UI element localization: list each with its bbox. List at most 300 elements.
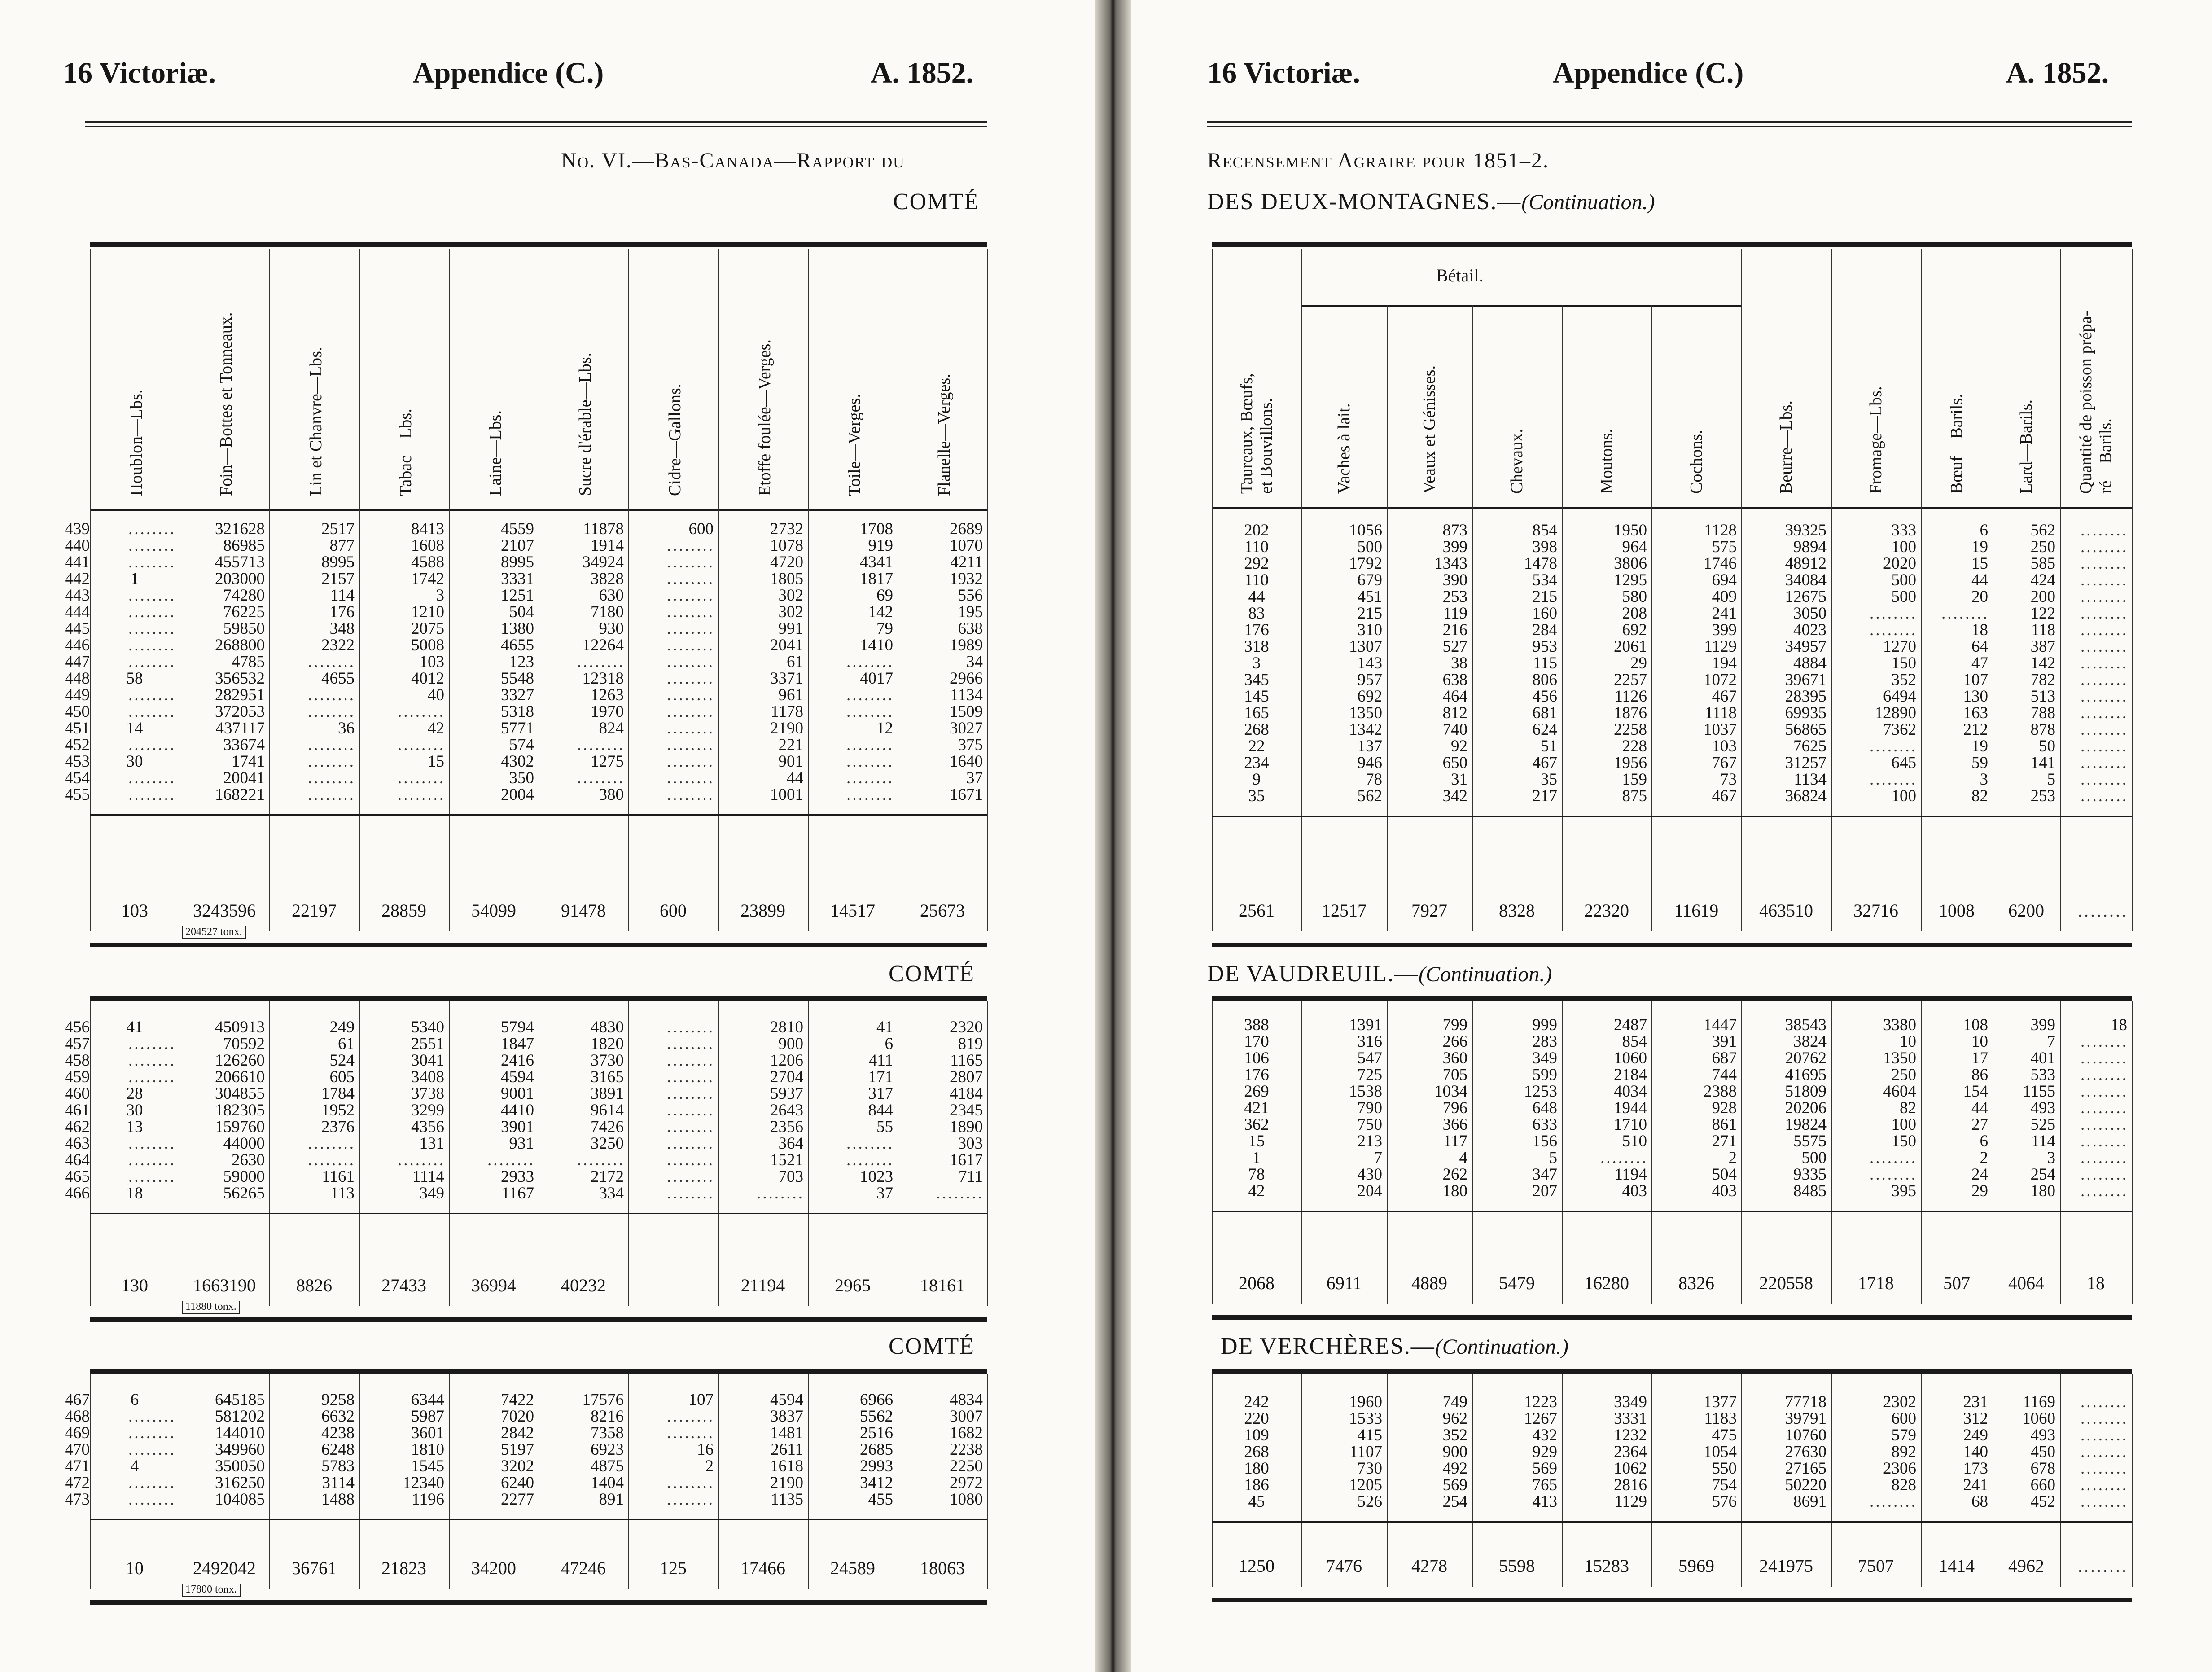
- left-table-cell: 6: [885, 1035, 893, 1053]
- right-table-cell: 500: [1891, 571, 1916, 589]
- left-table-cell-empty: ........: [128, 1167, 176, 1186]
- right-table-cell: 352: [1891, 671, 1916, 689]
- right-table-cell: 1134: [1794, 770, 1827, 789]
- right-table-cell-empty: ........: [2081, 554, 2128, 573]
- right-column-rule: [2132, 1374, 2133, 1587]
- right-table-cell: 64: [1971, 637, 1988, 656]
- right-table-cell: 580: [1622, 588, 1647, 606]
- left-table-cell-empty: ........: [398, 702, 445, 721]
- left-table-cell: 86985: [223, 536, 265, 555]
- right-table-cell: 173: [1963, 1459, 1988, 1478]
- left-table-cell: 901: [778, 752, 803, 771]
- right-column-rule: [2132, 249, 2133, 931]
- right-table-cell: 180: [1244, 1459, 1269, 1478]
- left-table-cell: 2190: [770, 1474, 803, 1492]
- left-table-cell: 6966: [860, 1391, 893, 1409]
- left-column-rule: [90, 1001, 91, 1306]
- left-table-cell: 4238: [321, 1424, 355, 1442]
- right-column-header: Veaux et Génisses.: [1420, 365, 1439, 494]
- right-table-cell: 29: [1630, 654, 1647, 672]
- left-table-cell: 107: [688, 1391, 714, 1409]
- right-table-cell: 7362: [1883, 720, 1916, 739]
- left-table-cell-empty: ........: [667, 1167, 714, 1186]
- right-table-cell: 2061: [1614, 637, 1647, 656]
- left-table-cell-empty: ........: [846, 686, 894, 704]
- left-total-cell: 91478: [561, 900, 606, 921]
- left-table-cell: 1275: [591, 752, 624, 771]
- left-table-cell: 349: [419, 1184, 444, 1202]
- left-header-rule: [85, 121, 987, 127]
- right-total-cell: 1718: [1858, 1273, 1894, 1293]
- left-table-cell: 44: [787, 769, 803, 787]
- left-row-number: 454: [65, 769, 90, 787]
- left-row-number: 447: [65, 653, 90, 671]
- left-table-cell: 991: [778, 619, 803, 638]
- right-table-cell: 15: [1248, 1132, 1265, 1150]
- right-table-cell: 271: [1712, 1132, 1737, 1150]
- left-table-cell-empty: ........: [667, 752, 714, 771]
- right-total-cell: 8326: [1678, 1273, 1714, 1293]
- left-table-cell-empty: ........: [846, 786, 894, 804]
- right-table-cell: 100: [1891, 787, 1916, 805]
- left-table-cell: 5197: [501, 1440, 534, 1459]
- left-table-cell-empty: ........: [128, 586, 176, 605]
- right-table-cell: 82: [1971, 787, 1988, 805]
- left-table-cell: 4017: [860, 669, 893, 688]
- left-table-cell: 556: [958, 586, 983, 605]
- left-table-cell: 182305: [215, 1101, 265, 1119]
- left-table-cell: 2732: [770, 520, 803, 538]
- right-table-cell-empty: ........: [2081, 538, 2128, 556]
- left-table-cell: 1640: [950, 752, 983, 771]
- right-table-cell: 176: [1244, 1066, 1269, 1084]
- left-table-cell: 171: [868, 1068, 893, 1086]
- left-table-cell-empty: ........: [308, 1134, 355, 1153]
- right-table-cell: 250: [2030, 538, 2055, 556]
- left-table-cell-empty: ........: [577, 1151, 625, 1169]
- right-table-cell: 1710: [1614, 1115, 1647, 1134]
- left-column-header: Etoffe foulée—Verges.: [755, 339, 774, 496]
- right-table-cell: 59: [1971, 754, 1988, 772]
- right-table-cell: 83: [1248, 604, 1265, 623]
- left-total-cell: 23899: [740, 900, 785, 921]
- left-row-number: 471: [65, 1457, 90, 1475]
- left-table-cell-empty: ........: [846, 1134, 894, 1153]
- left-table-cell-empty: ........: [667, 1134, 714, 1153]
- right-total-cell: 220558: [1759, 1273, 1813, 1293]
- right-table-cell: 115: [1533, 654, 1557, 672]
- left-table-cell: 1080: [950, 1490, 983, 1509]
- right-table-cell-empty: ........: [2081, 1082, 2128, 1101]
- right-table-cell: 600: [1891, 1409, 1916, 1428]
- left-row-number: 439: [65, 520, 90, 538]
- right-table-cell: 1037: [1704, 720, 1737, 739]
- right-table-cell: 44: [1248, 588, 1265, 606]
- left-table-cell: 2277: [501, 1490, 534, 1509]
- right-table-cell: 1447: [1704, 1016, 1737, 1034]
- right-table-cell: 744: [1712, 1066, 1737, 1084]
- right-table-cell: 953: [1532, 637, 1557, 656]
- left-table-cell: 1070: [950, 536, 983, 555]
- right-table-cell-empty: ........: [2081, 1476, 2128, 1494]
- right-table-cell: 27630: [1785, 1443, 1827, 1461]
- right-total-cell: 22320: [1584, 900, 1629, 921]
- left-table-cell: 9258: [321, 1391, 355, 1409]
- right-table-cell-empty: ........: [2081, 521, 2128, 540]
- left-row-number: 459: [65, 1068, 90, 1086]
- right-table-cell: 1054: [1704, 1443, 1737, 1461]
- right-table-cell: 957: [1357, 671, 1382, 689]
- right-table-cell-empty: ........: [2081, 720, 2128, 739]
- right-table-cell: 576: [1712, 1492, 1737, 1511]
- right-table-cell: 1034: [1434, 1082, 1467, 1101]
- left-table-cell: 3027: [950, 719, 983, 737]
- left-table-cell: 1178: [771, 702, 803, 721]
- left-table-cell: 5937: [770, 1084, 803, 1103]
- left-table-cell: 334: [599, 1184, 624, 1202]
- left-table-cell: 2376: [321, 1118, 355, 1136]
- left-table-cell: 4594: [501, 1068, 534, 1086]
- right-table-cell: 68: [1971, 1492, 1988, 1511]
- left-table-cell-empty: ........: [128, 1490, 176, 1509]
- right-table-cell: 22: [1248, 737, 1265, 755]
- left-table-cell-empty: ........: [667, 603, 714, 621]
- left-table-cell-empty: ........: [667, 1118, 714, 1136]
- right-table-cell: 569: [1442, 1476, 1467, 1494]
- left-table-cell: 1196: [412, 1490, 444, 1509]
- right-table-cell: 648: [1532, 1099, 1557, 1117]
- right-table-cell: 4604: [1883, 1082, 1916, 1101]
- right-county-continuation: (Continuation.): [1521, 190, 1655, 214]
- left-table-cell: 9614: [591, 1101, 624, 1119]
- right-table-cell: 892: [1891, 1443, 1916, 1461]
- left-header-title: Appendice (C.): [413, 57, 604, 89]
- left-table-cell: 1890: [950, 1118, 983, 1136]
- left-column-header: Lin et Chanvre—Lbs.: [307, 347, 325, 496]
- left-table-cell-empty: ........: [846, 702, 894, 721]
- left-table-cell: 455713: [215, 553, 265, 571]
- left-table-cell: 1820: [591, 1035, 624, 1053]
- right-table-cell: 1056: [1349, 521, 1382, 540]
- left-table-cell: 1206: [770, 1051, 803, 1070]
- right-table-cell: 1350: [1349, 704, 1382, 722]
- left-table-cell: 249: [329, 1018, 355, 1036]
- right-table-cell: 41695: [1785, 1066, 1827, 1084]
- right-table-cell: 765: [1532, 1476, 1557, 1494]
- right-table-cell: 854: [1622, 1032, 1647, 1051]
- left-table-cell: 2: [705, 1457, 714, 1475]
- left-header-session: 16 Victoriæ.: [63, 57, 216, 89]
- left-section-top-rule: [90, 1369, 987, 1374]
- right-table-cell-empty: ........: [2081, 1149, 2128, 1167]
- left-table-cell: 12: [876, 719, 893, 737]
- left-table-cell: 8216: [591, 1407, 624, 1426]
- right-table-cell: 12675: [1785, 588, 1827, 606]
- left-table-cell: 11878: [583, 520, 624, 538]
- left-table-cell: 455: [868, 1490, 893, 1509]
- right-table-cell-empty: ........: [2081, 1393, 2128, 1411]
- right-section-top-rule: [1212, 996, 2132, 1001]
- left-table-cell: 2516: [860, 1424, 893, 1442]
- right-table-cell: 342: [1442, 787, 1467, 805]
- left-table-cell-empty: ........: [128, 1474, 176, 1492]
- left-row-number: 452: [65, 736, 90, 754]
- left-table-cell-empty: ........: [577, 736, 625, 754]
- left-table-cell: 1023: [860, 1167, 893, 1186]
- right-table-cell: 78: [1366, 770, 1382, 789]
- right-table-cell: 180: [1442, 1182, 1467, 1200]
- left-table-cell-empty: ........: [667, 736, 714, 754]
- right-table-cell: 82: [1900, 1099, 1916, 1117]
- left-table-cell-empty: ........: [308, 786, 355, 804]
- left-table-cell: 930: [599, 619, 624, 638]
- left-table-cell: 1404: [591, 1474, 624, 1492]
- right-column-header: Lard—Barils.: [2017, 399, 2036, 494]
- right-table-cell: 100: [1891, 1115, 1916, 1134]
- left-table-cell: 2933: [501, 1167, 534, 1186]
- right-table-cell: 1538: [1349, 1082, 1382, 1101]
- right-table-cell-empty: ........: [2081, 737, 2128, 755]
- left-table-cell-empty: ........: [667, 1035, 714, 1053]
- right-table-cell: 391: [1712, 1032, 1737, 1051]
- right-table-cell: 599: [1532, 1066, 1557, 1084]
- right-table-cell: 254: [2030, 1165, 2055, 1184]
- right-table-cell: 1155: [2023, 1082, 2055, 1101]
- right-table-cell: 86: [1971, 1066, 1988, 1084]
- right-table-cell: 107: [1963, 671, 1988, 689]
- left-row-number: 463: [65, 1134, 90, 1153]
- right-table-cell: 547: [1357, 1049, 1382, 1067]
- left-table-cell: 5771: [501, 719, 534, 737]
- right-table-cell-empty: ........: [2081, 1426, 2128, 1444]
- left-table-cell: 1481: [770, 1424, 803, 1442]
- right-table-cell-empty: ........: [2081, 621, 2128, 639]
- left-table-cell: 372053: [215, 702, 265, 721]
- right-table-cell: 106: [1244, 1049, 1269, 1067]
- left-total-cell: 25673: [920, 900, 965, 921]
- right-table-cell: 292: [1244, 554, 1269, 573]
- left-column-rule: [987, 249, 988, 931]
- left-table-cell: 123: [509, 653, 534, 671]
- left-table-cell: 58: [126, 669, 143, 688]
- right-table-cell: 2816: [1614, 1476, 1647, 1494]
- left-table-cell: 3408: [411, 1068, 444, 1086]
- right-table-cell: 316: [1357, 1032, 1382, 1051]
- right-table-cell: 401: [2030, 1049, 2055, 1067]
- right-table-cell: 493: [2030, 1426, 2055, 1444]
- left-table-cell: 6248: [321, 1440, 355, 1459]
- left-table-cell: 3202: [501, 1457, 534, 1475]
- left-table-cell-empty: ........: [128, 1151, 176, 1169]
- left-table-cell: 3371: [770, 669, 803, 688]
- left-table-cell-empty: ........: [128, 1068, 176, 1086]
- left-table-cell: 450913: [215, 1018, 265, 1036]
- right-table-cell: 31: [1451, 770, 1467, 789]
- right-table-cell: 253: [2030, 787, 2055, 805]
- right-table-cell: 212: [1963, 720, 1988, 739]
- right-table-cell: 878: [2030, 720, 2055, 739]
- left-total-cell: 8826: [296, 1275, 332, 1295]
- right-header-title: Appendice (C.): [1553, 57, 1744, 89]
- left-table-cell: 2517: [321, 520, 355, 538]
- right-table-cell: 42: [1248, 1182, 1265, 1200]
- left-table-cell: 4594: [770, 1391, 803, 1409]
- right-total-cell: 12517: [1322, 900, 1367, 921]
- right-table-cell: 208: [1622, 604, 1647, 623]
- right-table-cell: 687: [1712, 1049, 1737, 1067]
- right-table-cell: 645: [1891, 754, 1916, 772]
- right-table-cell: 50220: [1785, 1476, 1827, 1494]
- right-table-cell-empty: ........: [1870, 604, 1917, 623]
- left-section-bottom-rule: [90, 943, 987, 947]
- left-table-cell: 55: [876, 1118, 893, 1136]
- right-table-cell: 360: [1442, 1049, 1467, 1067]
- left-table-cell: 645185: [215, 1391, 265, 1409]
- left-section-bottom-rule: [90, 1600, 987, 1605]
- right-table-cell: 51: [1541, 737, 1557, 755]
- left-table-cell: 819: [958, 1035, 983, 1053]
- right-table-cell: 1129: [1614, 1492, 1647, 1511]
- right-total-cell: 1414: [1939, 1556, 1975, 1576]
- left-table-cell: 2238: [950, 1440, 983, 1459]
- left-table-cell-empty: ........: [128, 536, 176, 555]
- right-table-cell-empty: ........: [1870, 1149, 1917, 1167]
- left-table-cell-empty: ........: [577, 653, 625, 671]
- right-table-cell: 215: [1532, 588, 1557, 606]
- right-table-cell: 242: [1244, 1393, 1269, 1411]
- left-table-cell-empty: ........: [308, 686, 355, 704]
- left-total-cell: 18161: [920, 1275, 965, 1295]
- left-total-cell: 21194: [740, 1275, 785, 1295]
- left-table-cell: 317: [868, 1084, 893, 1103]
- right-column-header: Chevaux.: [1507, 429, 1526, 494]
- left-table-cell-empty: ........: [846, 736, 894, 754]
- left-table-cell: 1210: [411, 603, 444, 621]
- right-column-header: Moutons.: [1597, 429, 1616, 494]
- left-table-cell-empty: ........: [936, 1184, 984, 1202]
- left-table-cell: 304855: [215, 1084, 265, 1103]
- left-table-cell: 1078: [770, 536, 803, 555]
- right-table-cell: 9335: [1793, 1165, 1827, 1184]
- left-table-cell: 3412: [860, 1474, 893, 1492]
- right-table-cell: 806: [1532, 671, 1557, 689]
- right-table-cell: 19: [1971, 538, 1988, 556]
- right-table-cell: 345: [1244, 671, 1269, 689]
- left-table-cell-empty: ........: [667, 702, 714, 721]
- left-table-cell: 5794: [501, 1018, 534, 1036]
- right-table-cell: 1183: [1704, 1409, 1737, 1428]
- right-table-cell: 1223: [1524, 1393, 1557, 1411]
- right-table-cell: 228: [1622, 737, 1647, 755]
- left-table-cell: 349960: [215, 1440, 265, 1459]
- right-table-cell: 430: [1357, 1165, 1382, 1184]
- right-table-cell: 1478: [1524, 554, 1557, 573]
- right-table-cell: 9: [1252, 770, 1261, 789]
- right-table-cell: 999: [1532, 1016, 1557, 1034]
- left-table-cell: 5318: [501, 702, 534, 721]
- left-table-cell: 2993: [860, 1457, 893, 1475]
- right-table-cell: 1342: [1349, 720, 1382, 739]
- right-table-cell-empty: ........: [2081, 1443, 2128, 1461]
- right-table-cell: 284: [1532, 621, 1557, 639]
- right-table-cell-empty: ........: [1870, 621, 1917, 639]
- left-table-cell: 126260: [215, 1051, 265, 1070]
- right-total-cell: 1008: [1939, 900, 1975, 921]
- right-table-cell-empty: ........: [2081, 787, 2128, 805]
- left-total-cell: 125: [660, 1558, 687, 1578]
- right-table-cell: 27165: [1785, 1459, 1827, 1478]
- right-table-cell: 1876: [1614, 704, 1647, 722]
- right-table-cell: 2258: [1614, 720, 1647, 739]
- left-comte-heading: COMTÉ: [893, 189, 979, 215]
- right-table-cell: 19824: [1785, 1115, 1827, 1134]
- right-table-cell-empty: ........: [2081, 770, 2128, 789]
- right-total-cell: 4889: [1411, 1273, 1447, 1293]
- left-table-cell: 8995: [501, 553, 534, 571]
- left-table-cell: 2807: [950, 1068, 983, 1086]
- right-table-cell: 679: [1357, 571, 1382, 589]
- right-table-cell: 1205: [1349, 1476, 1382, 1494]
- right-table-cell-empty: ........: [1870, 770, 1917, 789]
- left-table-cell: 321628: [215, 520, 265, 538]
- right-table-cell-empty: ........: [2081, 1132, 2128, 1150]
- left-table-cell: 3901: [501, 1118, 534, 1136]
- right-table-cell: 130: [1963, 687, 1988, 706]
- left-table-cell: 711: [958, 1167, 983, 1186]
- right-table-cell: 1746: [1704, 554, 1737, 573]
- left-table-cell: 4341: [860, 553, 893, 571]
- left-table-cell: 2345: [950, 1101, 983, 1119]
- right-table-cell: 569: [1532, 1459, 1557, 1478]
- left-tonx-note: 17800 tonx.: [182, 1584, 241, 1597]
- left-row-number: 441: [65, 553, 90, 571]
- right-table-cell: 103: [1712, 737, 1737, 755]
- right-table-cell: 18: [1971, 621, 1988, 639]
- left-table-cell: 61: [338, 1035, 355, 1053]
- left-table-cell: 2842: [501, 1424, 534, 1442]
- left-column-header: Cidre—Gallons.: [666, 383, 684, 496]
- left-table-cell: 30: [126, 1101, 143, 1119]
- left-table-cell-empty: ........: [128, 553, 176, 571]
- left-table-cell: 41: [876, 1018, 893, 1036]
- left-table-cell: 1708: [860, 520, 893, 538]
- left-total-cell: 36761: [292, 1558, 337, 1578]
- left-table-cell: 2972: [950, 1474, 983, 1492]
- right-table-cell: 17: [1971, 1049, 1988, 1067]
- right-table-cell: 1391: [1349, 1016, 1382, 1034]
- left-table-cell: 16: [697, 1440, 714, 1459]
- left-table-cell: 1742: [411, 570, 444, 588]
- right-table-cell: 141: [2030, 754, 2055, 772]
- left-table-cell: 1509: [950, 702, 983, 721]
- left-table-cell: 5783: [321, 1457, 355, 1475]
- right-table-cell: 694: [1712, 571, 1737, 589]
- right-table-cell: 15: [1971, 554, 1988, 573]
- right-table-cell: 4023: [1793, 621, 1827, 639]
- right-table-cell: 3: [1252, 654, 1261, 672]
- left-table-cell: 15: [428, 752, 444, 771]
- left-row-number: 461: [65, 1101, 90, 1119]
- right-table-cell: 262: [1442, 1165, 1467, 1184]
- right-table-cell: 35: [1541, 770, 1557, 789]
- right-total-cell: 8328: [1499, 900, 1535, 921]
- right-table-cell: 156: [1532, 1132, 1557, 1150]
- right-table-cell: 28395: [1785, 687, 1827, 706]
- left-table-cell: 282951: [215, 686, 265, 704]
- left-table-cell: 195: [958, 603, 983, 621]
- left-table-cell: 1165: [950, 1051, 983, 1070]
- right-table-cell: 119: [1443, 604, 1467, 623]
